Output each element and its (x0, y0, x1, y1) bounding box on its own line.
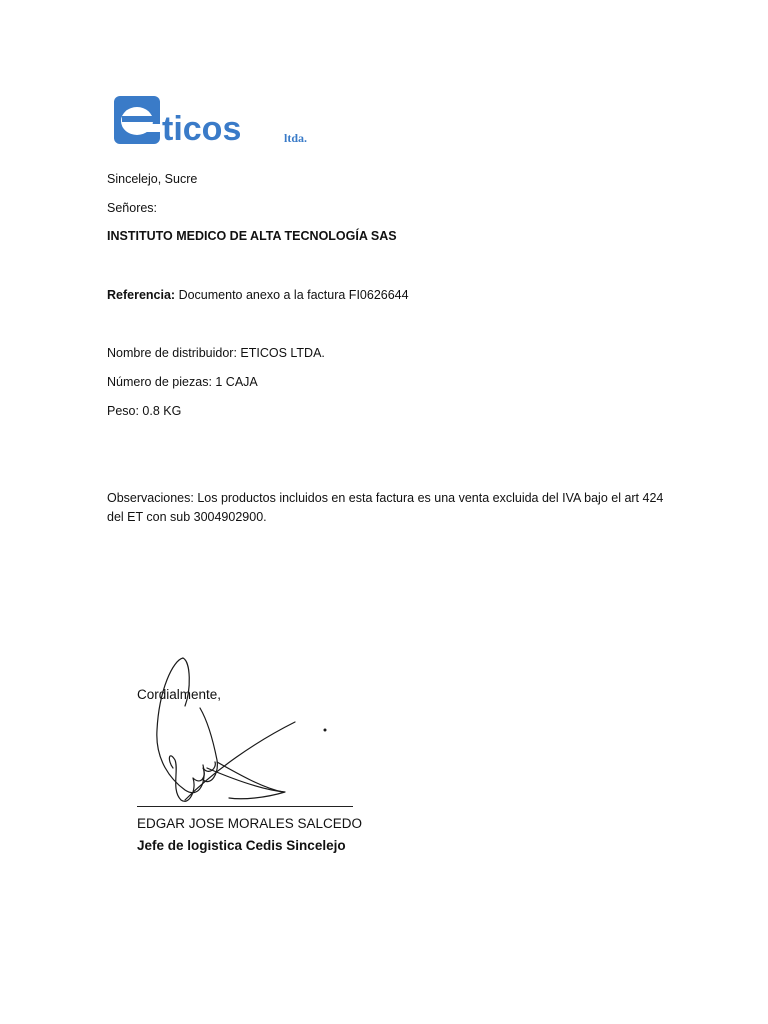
recipient-name: INSTITUTO MEDICO DE ALTA TECNOLOGÍA SAS (107, 229, 397, 243)
reference-text: Documento anexo a la factura FI0626644 (175, 288, 409, 302)
signer-name: EDGAR JOSE MORALES SALCEDO (137, 816, 363, 831)
signature-line (137, 806, 353, 807)
city-line: Sincelejo, Sucre (107, 172, 198, 186)
salutation: Señores: (107, 201, 158, 215)
logo-wordmark: ticos (162, 110, 242, 148)
handwritten-signature (145, 650, 365, 830)
eticos-logo-mark (114, 94, 334, 150)
closing-farewell: Cordialmente, (137, 687, 222, 702)
observations-paragraph: Observaciones: Los productos incluidos en esta factura es una venta excluida del IVA bajo el art 424 del ET con sub 3004902900. (107, 491, 664, 524)
pieces-line: Número de piezas: 1 CAJA (107, 375, 258, 389)
reference-label: Referencia: (107, 288, 176, 302)
eticos-logo (114, 94, 334, 150)
signer-role: Jefe de logistica Cedis Sincelejo (137, 838, 346, 853)
reference-line (107, 287, 409, 303)
distributor-line: Nombre de distribuidor: ETICOS LTDA. (107, 346, 325, 360)
logo-suffix: ltda. (284, 131, 308, 145)
weight-line: Peso: 0.8 KG (107, 404, 182, 418)
